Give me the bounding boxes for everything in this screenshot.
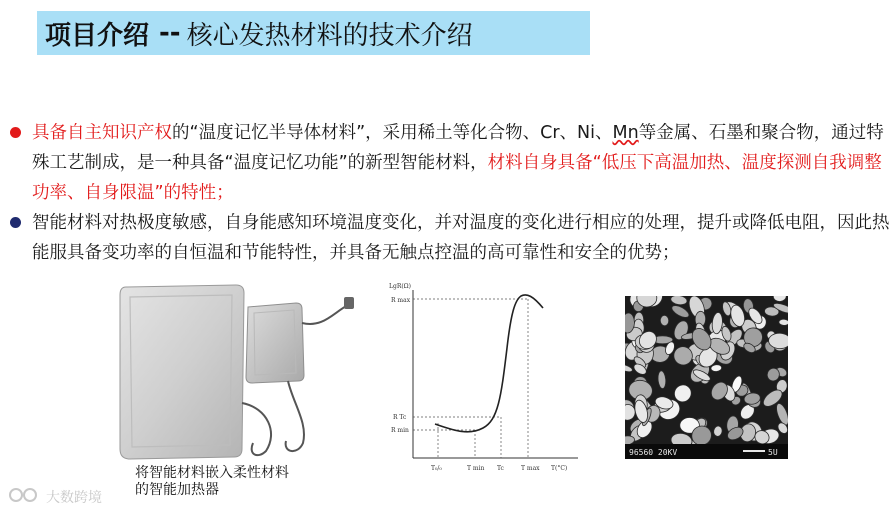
x-axis-label: T(°C) [551, 465, 568, 472]
navy-bullet-icon [10, 217, 21, 228]
caption-line-2: 的智能加热器 [135, 482, 219, 498]
bullet-item-1 [10, 118, 890, 208]
slide-title [37, 11, 590, 55]
grain-particle [660, 315, 669, 326]
bullet1-highlight-2: 材料自身具备“低压下高温加热、温度探测自我调整功率、自身限温”的特性； [32, 153, 882, 203]
image-caption [135, 465, 355, 499]
x-tick-3: Tc [497, 465, 504, 472]
bullet1-highlight: 具备自主知识产权 [32, 123, 172, 143]
bullet1-mn: Mn [612, 123, 639, 143]
title-separator: -- [159, 18, 181, 48]
caption-line-1: 将智能材料嵌入柔性材料 [135, 465, 289, 481]
heating-pad-image [108, 283, 373, 463]
bullet1-body-2: 等金属、石墨和聚合物，通过特殊工艺制成，是一种具备“温度记忆功能”的新型智能材料， [32, 123, 884, 173]
red-bullet-icon [10, 127, 21, 138]
bullet2-text: 智能材料对热极度敏感，自身能感知环境温度变化，并对温度的变化进行相应的处理，提升或降低电阻，因此热能服具备变功率的自恒温和节能特性，并具备无触点控温的高可靠性和安全的优势； [32, 213, 890, 263]
resistance-curve [435, 295, 543, 432]
x-tick-4: T max [521, 465, 540, 472]
bullet-item-2 [10, 208, 890, 268]
title-bold-part: 项目介绍 [45, 20, 150, 51]
scale-bar-label: 5U [768, 448, 778, 457]
sem-micrograph-image [625, 296, 788, 459]
watermark-logo-icon [8, 487, 42, 507]
watermark [8, 487, 102, 507]
y-axis-label: LgR(Ω) [389, 283, 411, 290]
micrograph-label: 96560 20KV [629, 448, 678, 457]
y-tick-rtc: R Tc [393, 414, 407, 421]
x-tick-2: T min [467, 465, 485, 472]
bullet-list [10, 118, 890, 268]
watermark-text: 大数跨境 [46, 490, 102, 506]
resistance-temperature-graph [383, 278, 583, 478]
bullet1-body: 的“温度记忆半导体材料”，采用稀土等化合物、Cr、Ni、 [172, 123, 613, 143]
y-tick-rmax: R max [391, 297, 411, 304]
title-rest-part: 核心发热材料的技术介绍 [186, 20, 473, 51]
x-tick-1: T₀/₀ [431, 465, 442, 472]
y-tick-rmin: R min [391, 427, 409, 434]
